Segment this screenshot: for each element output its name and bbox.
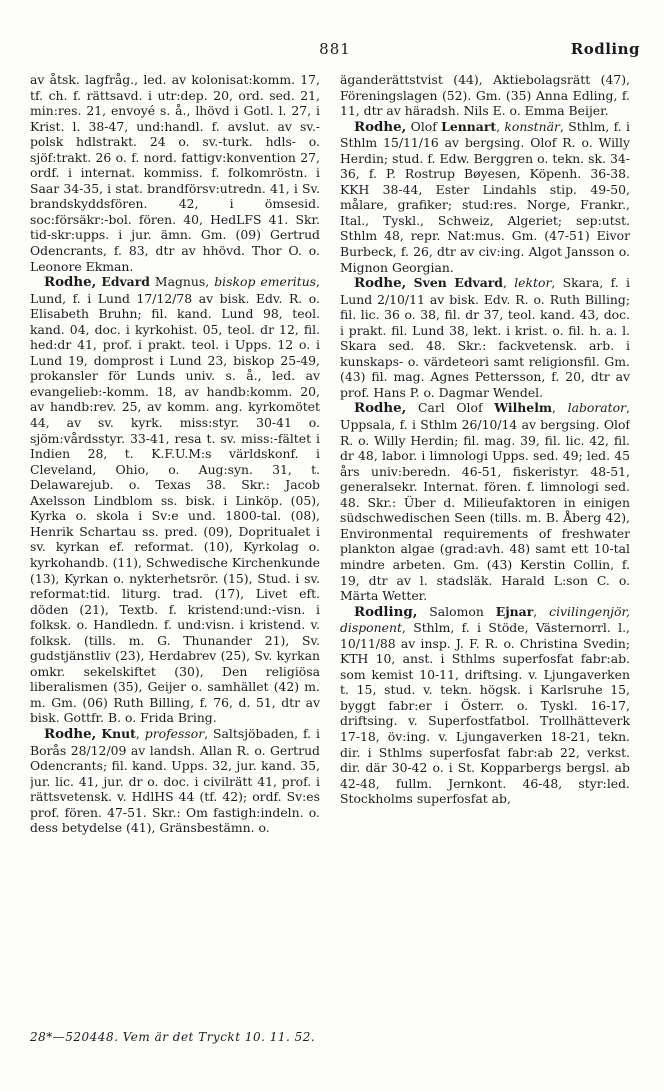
entry-given-plain: Carl Olof xyxy=(406,400,495,416)
entry-text: , Sthlm, f. i Stöde, Västernorrl. l., 10/11/88 av insp. J. F. R. o. Christina Svedin; KTH 10, anst. i Sthlms superfosfat fabr:ab. som kemist 10-11, driftsing. v. Ljungaverken t. 15, stud. v. tekn. högsk. i Karlsruhe 15, byggt fabr:er i Österr. o. Tyskl. 16-17, driftsing. v. Superfostfatbol. Trollhätteverk 17-18, öv:ing. v. Ljungaverken 18-21, tekn. dir. i Sthlms superfosfat fabr:ab 22, verkst. dir. där 30-42 o. i St. Kopparbergs bergsl. ab 42-48, fullm. Jernkont. 46-48, styr:led. Stockholms superfosfat ab, xyxy=(340,620,630,807)
entry-given-name: Ejnar xyxy=(495,603,534,619)
page-number: 881 xyxy=(319,40,351,58)
entry-given-plain xyxy=(406,275,413,290)
running-head: Rodling xyxy=(570,40,640,58)
entry-given-rest: , xyxy=(533,603,538,619)
entry-occupation: laborator xyxy=(567,400,627,416)
biography-entry xyxy=(340,400,630,603)
entry-surname: Rodling, xyxy=(354,603,418,620)
entry-given-plain: Salomon xyxy=(417,603,496,619)
entry-occupation: professor xyxy=(144,725,205,741)
right-column xyxy=(340,72,630,1012)
entry-surname: Rodhe, xyxy=(44,725,97,742)
entry-text: , Skara, f. i Lund 2/10/11 av bisk. Edv. R. o. Ruth Billing; fil. lic. 36 o. 38, fil. dr 37, teol. kand. 43, doc. i prakt. fil. Lund 38, lekt. i krist. o. fil. h. a. l. Skara sed. 48. Skr.: fackvetensk. arb. i kunskaps- o. värdeteori samt religionsfil. Gm. (43) fil. mag. Agnes Pettersson, f. 20, dtr av prof. Hans P. o. Dagmar Wendel. xyxy=(340,275,630,400)
print-footer: 28*—520448. Vem är det Tryckt 10. 11. 52. xyxy=(30,1030,316,1044)
entry-given-rest: , xyxy=(502,275,507,291)
entry-given-plain: Olof xyxy=(406,118,442,134)
entry-given-name: Edvard xyxy=(101,274,150,290)
entry-occupation: konstnär xyxy=(504,118,560,134)
entry-surname: Rodhe, xyxy=(354,275,407,292)
entry-text: , Sthlm, f. i Sthlm 15/11/16 av bergsing. Olof R. o. Willy Herdin; stud. f. Edw. Berggren o. tekn. sk. 34-36, f. P. Rostrup Bøyesen, Köpenh. 36-38. KKH 38-44, Ester Lindahls stip. 49-50, målare, grafiker; stud:res. Norge, Frankr., Ital., Tyskl., Schweiz, Algeriet; sep:utst. Sthlm 48, repr. Nat:mus. Gm. (47-51) Eivor Burbeck, f. 26, dtr av civ:ing. Algot Jansson o. Mignon Georgian. xyxy=(340,118,630,275)
entry-given-name: Wilhelm xyxy=(494,400,553,416)
entry-occupation: civilingenjör, disponent xyxy=(340,603,630,636)
entry-occupation: biskop emeritus xyxy=(214,274,317,290)
biography-entry xyxy=(340,604,630,807)
entry-given-rest: , xyxy=(496,118,501,134)
entry-surname: Rodhe, xyxy=(354,400,407,417)
biography-entry xyxy=(30,274,320,726)
entry-text: , Lund, f. i Lund 17/12/78 av bisk. Edv. R. o. Elisabeth Bruhn; fil. kand. Lund 98, teol. kand. 04, doc. i kyrkohist. 05, teol. dr 12, fil. hed:dr 41, prof. i prakt. teol. i Upps. 12 o. i Lund 19, domprost i Lund 23, biskop 25-49, prokansler för Lunds univ. s. å., led. av evangelieb:-komm. 18, av handb:komm. 20, av handb:rev. 25, av komm. ang. kyrkomötet 44, av sv. kyrk. miss:styr. 30-41 o. sjöm:vårdsstyr. 33-41, resa t. sv. miss:-fältet i Indien 28, t. K.F.U.M:s världskonf. i Cleveland, Ohio, o. Aug:syn. 31, t. Delawarejub. o. Texas 38. Skr.: Jacob Axelsson Lindblom ss. bisk. i Linköp. (05), Kyrka o. skola i Sv:e und. 1800-tal. (08), Henrik Schartau ss. pred. (09), Dopritualet i sv. kyrkan ef. reformat. (10), Kyrkolag o. kyrkohandb. (11), Schwedische Kirchenkunde (13), Kyrkan o. nykterhetsrör. (15), Stud. i sv. reformat:tid. liturg. trad. (17), Livet eft. döden (21), Textb. f. kristend:und:-visn. i folksk. o. Handledn. f. und:visn. i kristend. v. folksk. (tills. m. G. Thunander 21), Sv. gudstjänstliv (23), Herdabrev (25), Sv. kyrkan omkr. sekelskiftet (30), Den religiösa liberalismen (35), Geijer o. samhället (42) m. m. Gm. (06) Ruth Billing, f. 76, d. 51, dtr av bisk. Gottfr. B. o. Frida Bring. xyxy=(30,274,320,726)
entry-given-rest: Magnus, xyxy=(149,274,210,290)
left-column xyxy=(30,72,320,1012)
entry-surname: Rodhe, xyxy=(44,274,97,291)
biography-entry xyxy=(30,726,320,836)
entry-surname: Rodhe, xyxy=(354,118,407,135)
biography-entry xyxy=(340,275,630,400)
entry-given-rest: , xyxy=(552,400,556,416)
entry-given-rest: , xyxy=(135,725,140,741)
entry-given-name: Knut xyxy=(101,725,136,741)
page-header xyxy=(30,36,640,62)
biography-entry xyxy=(340,119,630,275)
entry-text: , Saltsjöbaden, f. i Borås 28/12/09 av landsh. Allan R. o. Gertrud Odencrants; fil. kand. Upps. 32, jur. kand. 35, jur. lic. 41, jur. dr o. doc. i civilrätt 41, prof. i rättsvetensk. v. HdlHS 44 (tf. 42); ordf. Sv:es prof. fören. 47-51. Skr.: Om fastigh:indeln. o. dess betydelse (41), Gränsbestämn. o. xyxy=(30,725,320,836)
continuation-text: av åtsk. lagfråg., led. av kolonisat:komm. 17, tf. ch. f. rättsavd. i utr:dep. 20, ord. sed. 21, min:res. 21, envoyé s. å., lhövd i Gotl. l. 27, i Krist. l. 38-47, und:handl. f. avslut. av sv.-polsk hdlstrakt. 24 o. sv.-turk. hdls- o. sjöf:trakt. 26 o. f. nord. fattigv:konvention 27, ordf. i internat. kommiss. f. folkomröstn. i Saar 34-35, i stat. brandförsv:utredn. 41, i Sv. brandskyddsfören. 42, i ömsesid. soc:försäkr:-bol. fören. 40, HedLFS 41. Skr. tid-skr:upps. i jur. ämn. Gm. (09) Gertrud Odencrants, f. 83, dtr av hhövd. Thor O. o. Leonore Ekman. xyxy=(30,72,320,274)
entry-text: , Uppsala, f. i Sthlm 26/10/14 av bergsing. Olof R. o. Willy Herdin; fil. mag. 39, fil. lic. 42, fil. dr 48, labor. i limnologi Upps. sed. 49; led. 45 års univ:beredn. 46-51, fiskeristyr. 48-51, generalsekr. Internat. fören. f. limnologi sed. 48. Skr.: Über d. Milieufaktoren in einigen südschwedischen Seen (tills. m. B. Åberg 42), Environmental requirements of freshwater plankton algae (grad:avh. 48) samt ett 10-tal mindre arbeten. Gm. (43) Kerstin Collin, f. 19, dtr av l. stadsläk. Harald L:son C. o. Märta Wetter. xyxy=(340,400,630,604)
continuation-text: äganderättstvist (44), Aktiebolagsrätt (47), Föreningslagen (52). Gm. (35) Anna Edling, f. 11, dtr av häradsh. Nils E. o. Emma Beijer. xyxy=(340,72,630,119)
entry-occupation: lektor xyxy=(514,275,552,291)
entry-given-name: Lennart xyxy=(441,118,497,134)
entry-given-name: Sven Edvard xyxy=(413,275,503,291)
